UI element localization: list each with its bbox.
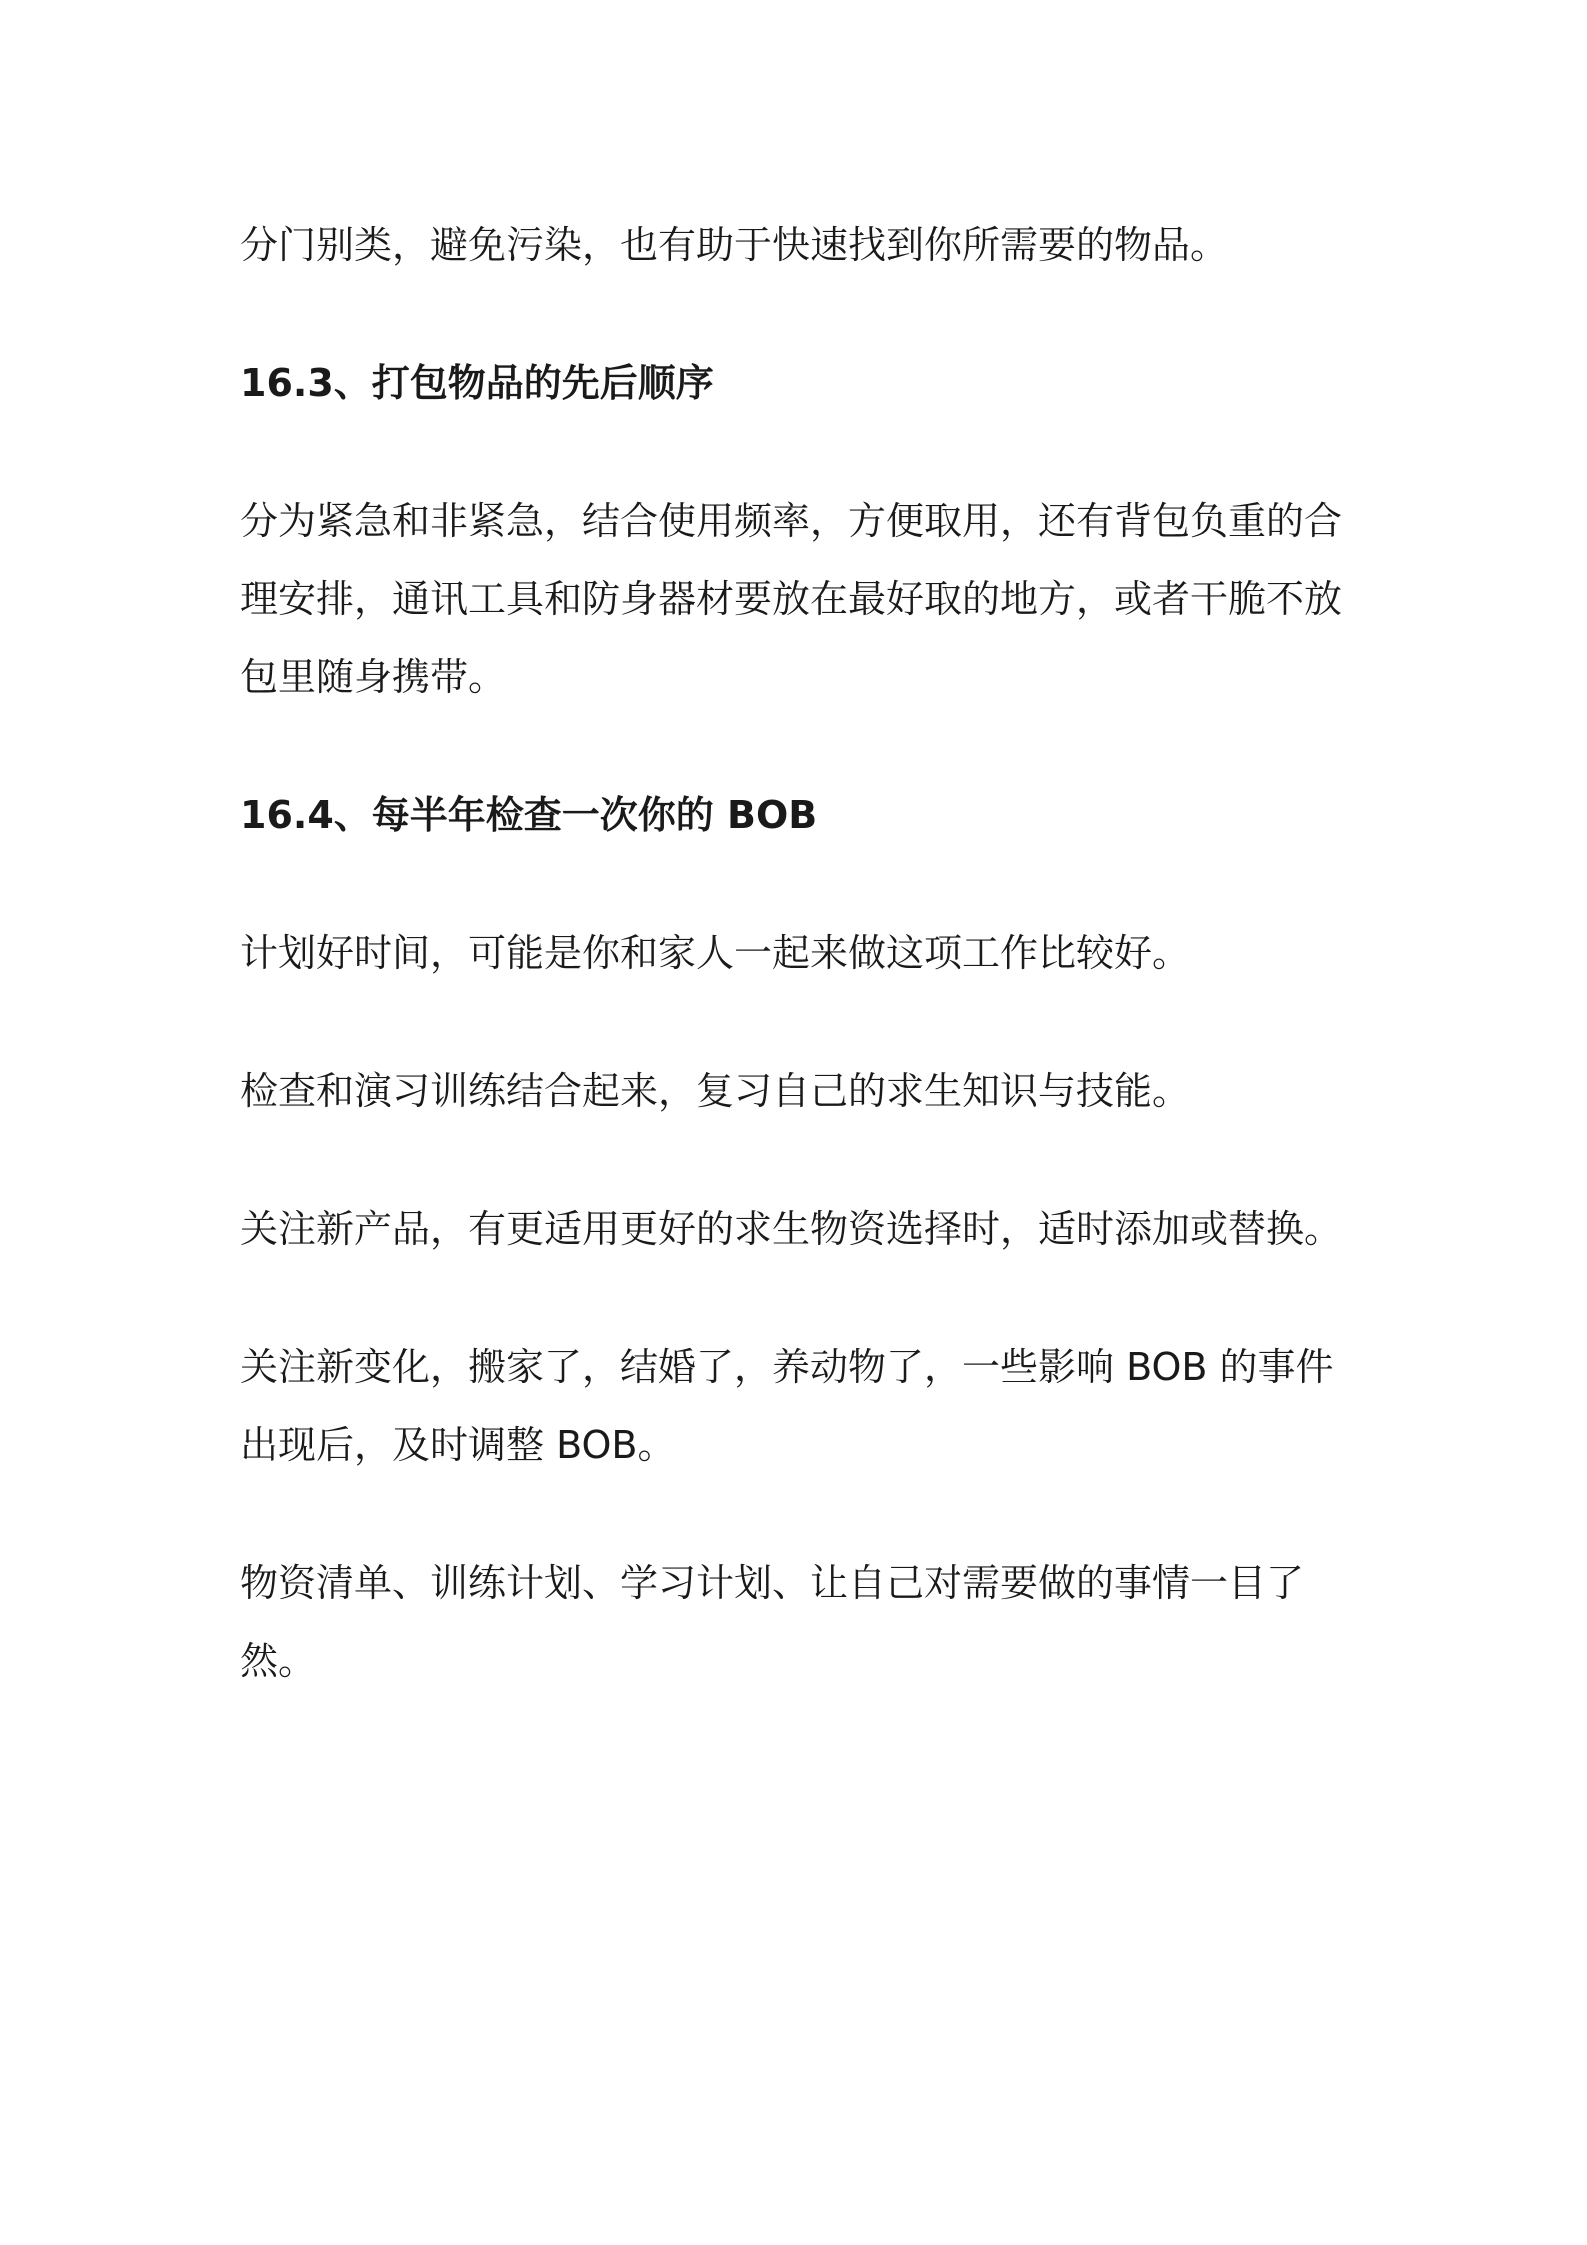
section-heading-16-4: 16.4、每半年检查一次你的 BOB <box>240 793 818 837</box>
section-heading-16-3: 16.3、打包物品的先后顺序 <box>240 361 714 405</box>
paragraph-packing-order: 分为紧急和非紧急，结合使用频率，方便取用，还有背包负重的合理安排，通讯工具和防身器材要放在最好取的地方，或者干脆不放包里随身携带。 <box>240 499 1343 699</box>
paragraph-drills: 检查和演习训练结合起来，复习自己的求生知识与技能。 <box>240 1069 1191 1113</box>
paragraph-checklists: 物资清单、训练计划、学习计划、让自己对需要做的事情一目了然。 <box>240 1561 1305 1683</box>
document-body <box>240 206 1360 1700</box>
paragraph-schedule: 计划好时间，可能是你和家人一起来做这项工作比较好。 <box>240 931 1191 975</box>
paragraph-new-products: 关注新产品，有更适用更好的求生物资选择时，适时添加或替换。 <box>240 1207 1343 1251</box>
paragraph-sorting: 分门别类，避免污染，也有助于快速找到你所需要的物品。 <box>240 223 1229 267</box>
paragraph-new-changes: 关注新变化，搬家了，结婚了，养动物了，一些影响 BOB 的事件出现后，及时调整 BOB。 <box>240 1345 1334 1467</box>
